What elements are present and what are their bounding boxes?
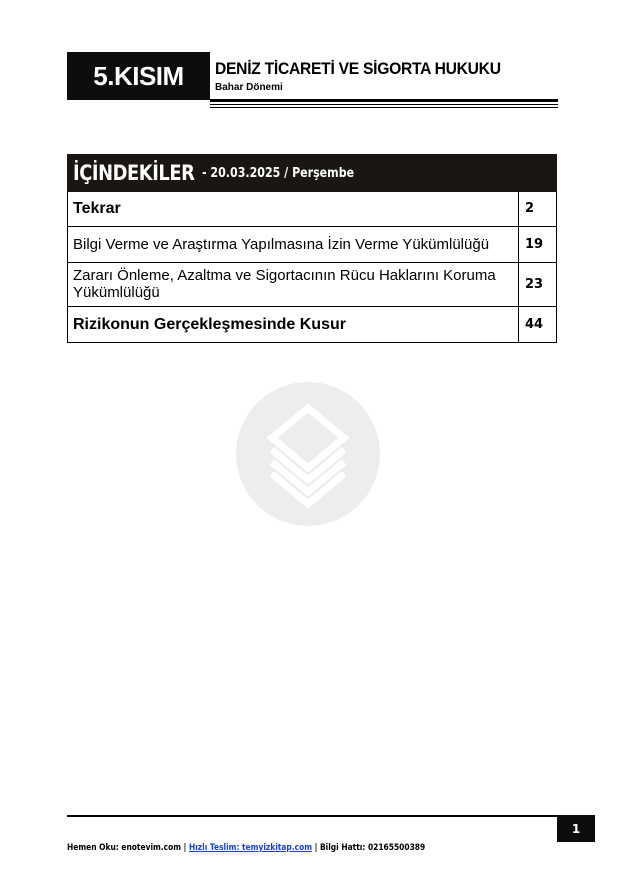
toc-row[interactable] xyxy=(68,192,557,226)
page-number: 1 xyxy=(571,821,581,836)
toc-entry-title[interactable]: Bilgi Verme ve Araştırma Yapılmasına İzin Verme Yükümlülüğü xyxy=(68,226,519,262)
toc-date: - 20.03.2025 / Perşembe xyxy=(201,165,354,181)
toc-entry-title[interactable]: Tekrar xyxy=(68,192,519,226)
toc-entry-title[interactable]: Zararı Önleme, Azaltma ve Sigortacının Rücu Haklarını Koruma Yükümlülüğü xyxy=(68,262,519,306)
footer-delivery-link[interactable]: Hızlı Teslim: temyizkitap.com xyxy=(188,843,313,853)
header-rule-thin-2 xyxy=(210,107,558,108)
section-label: 5.KISIM xyxy=(93,60,184,91)
toc-entry-title[interactable]: Rizikonun Gerçekleşmesinde Kusur xyxy=(68,306,519,342)
footer-info-line: Bilgi Hattı: 02165500389 xyxy=(319,843,426,853)
toc-heading-bar xyxy=(67,154,557,192)
watermark xyxy=(236,382,380,526)
footer-read-link[interactable]: Hemen Oku: enotevim.com xyxy=(67,843,182,853)
toc-row[interactable] xyxy=(68,306,557,342)
section-label-box xyxy=(67,52,210,100)
document-subtitle: Bahar Dönemi xyxy=(215,82,283,93)
page-number-box xyxy=(557,815,595,842)
toc-row[interactable] xyxy=(68,226,557,262)
footer-rule xyxy=(67,815,557,817)
toc-table xyxy=(67,192,557,343)
footer-separator: | xyxy=(314,843,318,853)
header-rule xyxy=(210,99,558,102)
stacked-layers-icon xyxy=(236,382,380,526)
footer-text xyxy=(67,843,425,853)
toc-row[interactable] xyxy=(68,262,557,306)
document-title: DENİZ TİCARETİ VE SİGORTA HUKUKU xyxy=(215,59,501,78)
toc-heading: İÇİNDEKİLER xyxy=(73,161,195,185)
toc-entry-page[interactable]: 2 xyxy=(519,192,557,226)
toc-entry-page[interactable]: 23 xyxy=(519,262,557,306)
header-rule-thin xyxy=(210,104,558,105)
footer-separator: | xyxy=(183,843,187,853)
toc-entry-page[interactable]: 19 xyxy=(519,226,557,262)
toc-entry-page[interactable]: 44 xyxy=(519,306,557,342)
table-of-contents xyxy=(67,154,557,343)
